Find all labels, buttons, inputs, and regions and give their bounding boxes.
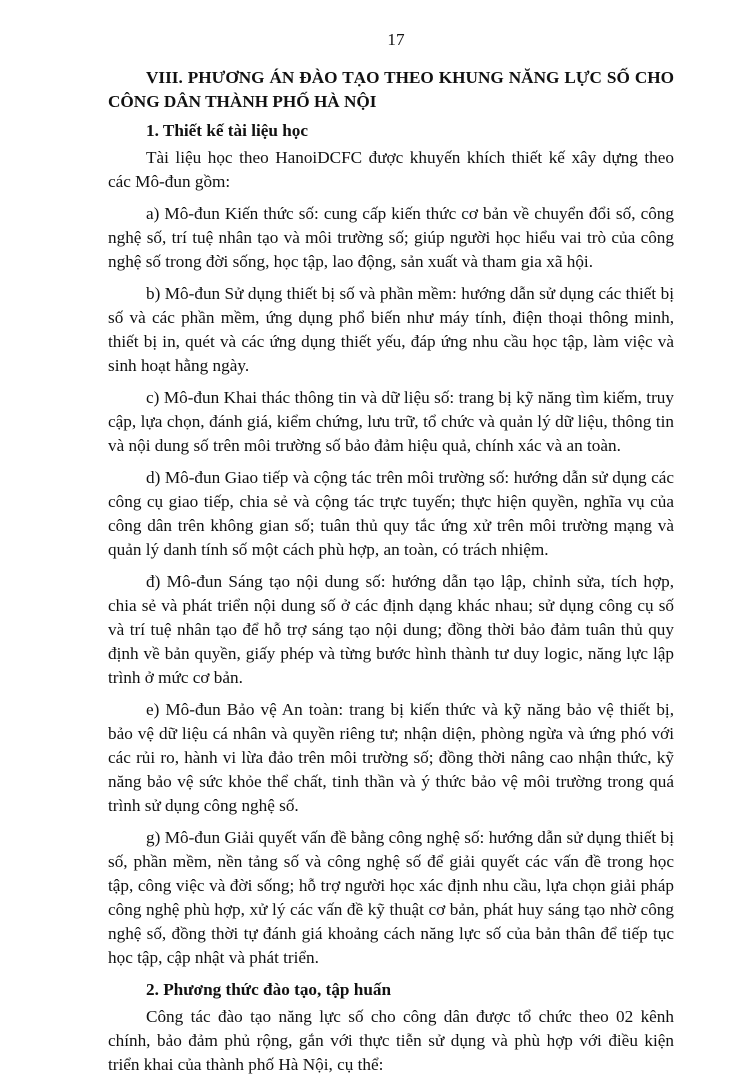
paragraph-module-a: a) Mô-đun Kiến thức số: cung cấp kiến thức cơ bản về chuyển đổi số, công nghệ số, trí tuệ nhân tạo và môi trường số; giúp người học hiểu vai trò của công nghệ số trong đời sống, học tập, lao động, sản xuất và tham gia xã hội.	[108, 204, 674, 271]
paragraph-module-d: d) Mô-đun Giao tiếp và cộng tác trên môi trường số: hướng dẫn sử dụng các công cụ giao tiếp, chia sẻ và cộng tác trực tuyến; thực hiện quyền, nghĩa vụ của công dân trên không gian số; tuân thủ quy tắc ứng xử trên môi trường mạng và quản lý danh tính số một cách phù hợp, an toàn, có trách nhiệm.	[108, 468, 674, 559]
paragraph-module-g: g) Mô-đun Giải quyết vấn đề bằng công nghệ số: hướng dẫn sử dụng thiết bị số, phần mềm, nền tảng số và công nghệ số để giải quyết các vấn đề trong học tập, công việc và đời sống; hỗ trợ người học xác định nhu cầu, lựa chọn giải pháp công nghệ phù hợp, xử lý các vấn đề kỹ thuật cơ bản, phát huy sáng tạo nhờ công nghệ số, đồng thời tự đánh giá khoảng cách năng lực số của bản thân để tiếp tục học tập, cập nhật và phát triển.	[108, 828, 674, 967]
section-title: VIII. PHƯƠNG ÁN ĐÀO TẠO THEO KHUNG NĂNG LỰC SỐ CHO CÔNG DÂN THÀNH PHỐ HÀ NỘI	[108, 68, 674, 111]
paragraph-training-methods: Công tác đào tạo năng lực số cho công dân được tổ chức theo 02 kênh chính, bảo đảm phủ rộng, gắn với thực tiễn sử dụng và phù hợp với điều kiện triển khai của thành phố Hà Nội, cụ thể:	[108, 1007, 674, 1074]
subsection-title-2: 2. Phương thức đào tạo, tập huấn	[146, 980, 392, 999]
paragraph-module-c: c) Mô-đun Khai thác thông tin và dữ liệu số: trang bị kỹ năng tìm kiếm, truy cập, lựa chọn, đánh giá, kiểm chứng, lưu trữ, tổ chức và quản lý dữ liệu, thông tin và nội dung số trên môi trường số bảo đảm hiệu quả, chính xác và an toàn.	[108, 388, 674, 455]
subsection-title-1: 1. Thiết kế tài liệu học	[146, 121, 309, 140]
document-page	[108, 28, 674, 1085]
paragraph-module-e: e) Mô-đun Bảo vệ An toàn: trang bị kiến thức và kỹ năng bảo vệ thiết bị, bảo vệ dữ liệu cá nhân và quyền riêng tư; nhận diện, phòng ngừa và ứng phó với các rủi ro, hành vi lừa đảo trên môi trường số; đồng thời nâng cao nhận thức, kỹ năng bảo vệ sức khỏe thể chất, tinh thần và ý thức bảo vệ môi trường trong quá trình sử dụng công nghệ số.	[108, 700, 674, 815]
paragraph-module-dd: đ) Mô-đun Sáng tạo nội dung số: hướng dẫn tạo lập, chỉnh sửa, tích hợp, chia sẻ và phát triển nội dung số ở các định dạng khác nhau; sử dụng công cụ số và trí tuệ nhân tạo để hỗ trợ sáng tạo nội dung; đồng thời bảo đảm tuân thủ quy định về bản quyền, giấy phép và từng bước hình thành tư duy logic, năng lực lập trình ở mức cơ bản.	[108, 572, 674, 687]
paragraph-intro: Tài liệu học theo HanoiDCFC được khuyến khích thiết kế xây dựng theo các Mô-đun gồm:	[108, 148, 674, 191]
page-number: 17	[387, 30, 405, 49]
paragraph-module-b: b) Mô-đun Sử dụng thiết bị số và phần mềm: hướng dẫn sử dụng các thiết bị số và các phần mềm, ứng dụng phổ biến như máy tính, điện thoại thông minh, thiết bị in, quét và các ứng dụng thiết yếu, đáp ứng nhu cầu học tập, làm việc và sinh hoạt hằng ngày.	[108, 284, 674, 375]
